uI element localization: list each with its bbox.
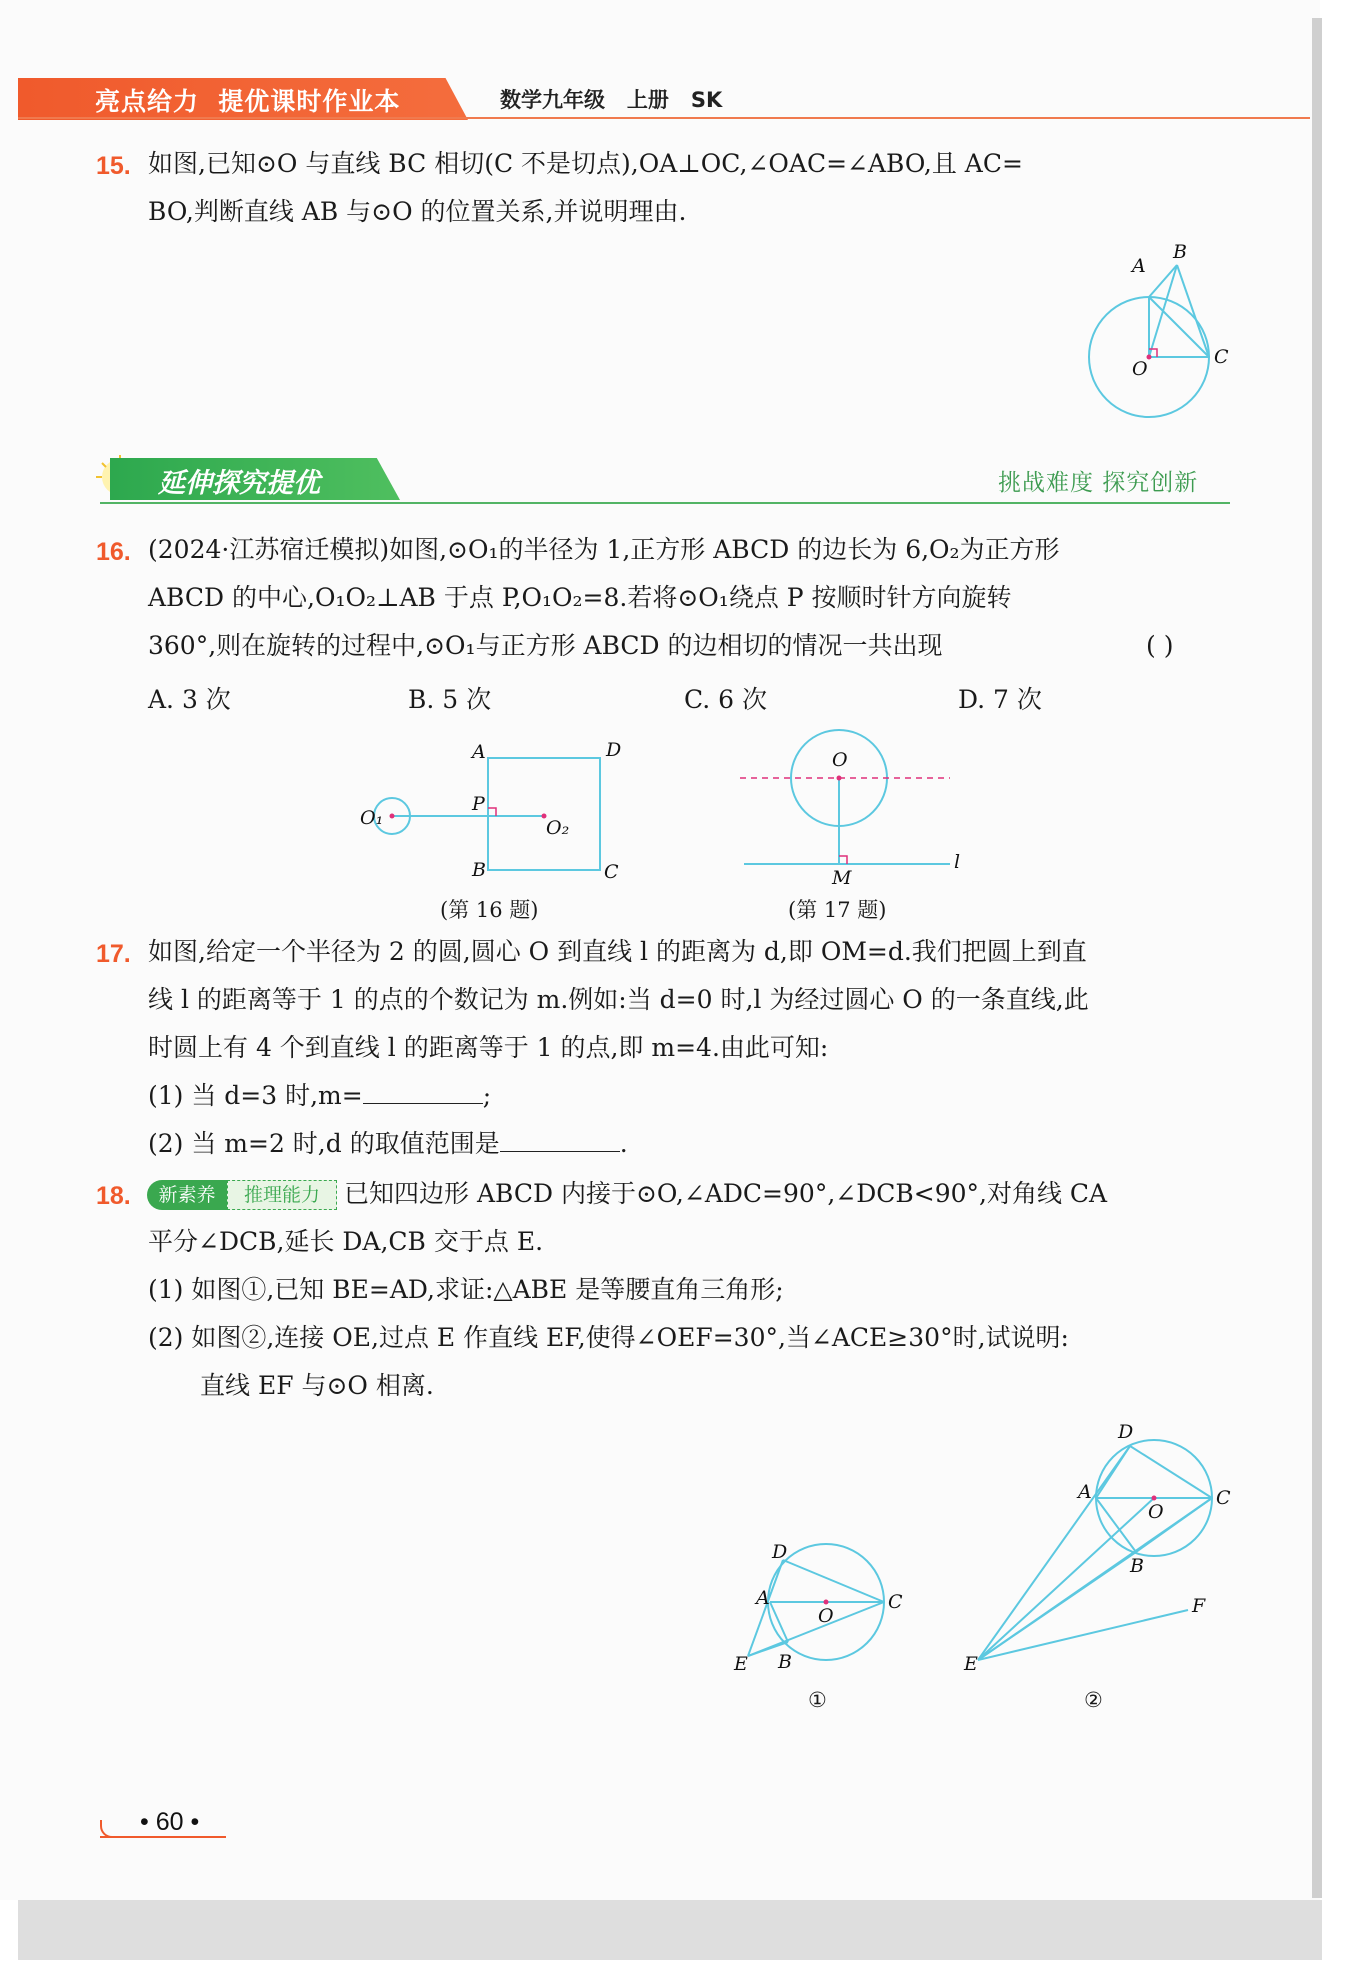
question-16-answer-paren: ( ) [1146,631,1174,660]
q15-label-a: A [1132,255,1146,277]
question-18-line-2: 平分∠DCB,延长 DA,CB 交于点 E. [148,1227,544,1256]
question-18-figure-1 [720,1540,920,1680]
q17-sub1-answer-blank[interactable] [363,1081,483,1104]
q17-sub2-answer-blank[interactable] [500,1129,620,1152]
q15-label-b: B [1173,241,1187,263]
q16-label-d: D [606,739,622,761]
q16-option-a: A. 3 次 [148,685,231,714]
section-rule [100,502,1230,504]
q16-label-p: P [472,793,485,815]
q16-label-c: C [604,861,619,883]
section-subtitle: 挑战难度 探究创新 [998,470,1199,496]
fig2-label-e: E [964,1653,978,1675]
q16-label-b: B [472,859,486,881]
fig2-label-f: F [1192,1595,1206,1617]
fig2-label-b: B [1130,1555,1144,1577]
question-17-line-1: 如图,给定一个半径为 2 的圆,圆心 O 到直线 l 的距离为 d,即 OM=d.我们把圆上到直 [148,937,1087,966]
q16-label-o1: O₁ [360,807,384,829]
question-16-line-1: (2024·江苏宿迁模拟)如图,⊙O₁的半径为 1,正方形 ABCD 的边长为 6,O₂为正方形 [148,535,1060,564]
q15-label-o: O [1132,358,1148,380]
question-18-figure-2 [960,1420,1230,1680]
fig1-caption: ① [808,1688,827,1712]
q16-label-o2: O₂ [546,817,570,839]
question-18-sub-2-line-1: (2) 如图②,连接 OE,过点 E 作直线 EF,使得∠OEF=30°,当∠ACE≥30°时,试说明: [148,1323,1069,1352]
fig1-label-e: E [734,1653,748,1675]
question-16-line-3: 360°,则在旋转的过程中,⊙O₁与正方形 ABCD 的边相切的情况一共出现 [148,631,943,660]
q17-sub2-prefix: (2) 当 m=2 时,d 的取值范围是 [148,1129,500,1158]
question-15-number: 15. [96,152,131,180]
fig2-label-o: O [1148,1501,1164,1523]
question-18-line-1: 已知四边形 ABCD 内接于⊙O,∠ADC=90°,∠DCB<90°,对角线 CA [344,1179,1108,1208]
fig1-label-c: C [888,1591,903,1613]
question-16-number: 16. [96,538,131,566]
q16-caption: (第 16 题) [440,898,539,922]
q17-sub2-suffix: . [619,1129,628,1158]
tag-new-literacy: 新素养 [147,1180,227,1210]
question-17-sub-1 [148,1072,491,1120]
q17-label-l: l [954,851,961,873]
fig1-label-a: A [756,1587,770,1609]
fig2-label-a: A [1078,1481,1092,1503]
q17-caption: (第 17 题) [788,898,887,922]
q17-label-o: O [832,749,848,771]
page-number-rule [100,1836,226,1838]
question-16-line-2: ABCD 的中心,O₁O₂⊥AB 于点 P,O₁O₂=8.若将⊙O₁绕点 P 按顺时针方向旋转 [148,583,1012,612]
q16-label-a: A [472,741,486,763]
question-17-number: 17. [96,940,131,968]
page-edge-shadow [1312,18,1322,1898]
tag-reasoning-ability: 推理能力 [227,1180,337,1210]
fig1-label-d: D [772,1541,788,1563]
header-rule [18,117,1310,119]
fig1-label-b: B [778,1651,792,1673]
q16-option-c: C. 6 次 [684,685,767,714]
q17-sub1-suffix: ; [482,1081,492,1110]
q15-label-c: C [1214,346,1229,368]
question-17-figure [740,726,980,889]
question-17-sub-2 [148,1120,628,1168]
q17-sub1-prefix: (1) 当 d=3 时,m= [148,1081,363,1110]
question-17-line-3: 时圆上有 4 个到直线 l 的距离等于 1 的点,即 m=4.由此可知: [148,1033,829,1062]
question-15-line-1: 如图,已知⊙O 与直线 BC 相切(C 不是切点),OA⊥OC,∠OAC=∠ABO,且 AC= [148,149,1023,178]
page-number: • 60 • [140,1808,200,1836]
question-18-sub-2-line-2: 直线 EF 与⊙O 相离. [200,1371,434,1400]
question-18-sub-1: (1) 如图①,已知 BE=AD,求证:△ABE 是等腰直角三角形; [148,1275,784,1304]
fig1-label-o: O [818,1605,834,1627]
page-bottom-shadow [18,1900,1322,1960]
fig2-label-c: C [1216,1487,1231,1509]
q17-label-m: M [832,867,852,889]
question-15-figure [1080,240,1240,430]
fig2-caption: ② [1084,1688,1103,1712]
series-title: 亮点给力 提优课时作业本 [95,87,401,116]
section-title: 延伸探究提优 [158,468,320,499]
question-15-line-2: BO,判断直线 AB 与⊙O 的位置关系,并说明理由. [148,197,687,226]
q16-option-b: B. 5 次 [408,685,492,714]
q16-option-d: D. 7 次 [958,685,1042,714]
question-18-number: 18. [96,1182,131,1210]
question-16-figure [360,740,640,890]
question-17-line-2: 线 l 的距离等于 1 的点的个数记为 m.例如:当 d=0 时,l 为经过圆心 O 的一条直线,此 [148,985,1089,1014]
fig2-label-d: D [1118,1421,1134,1443]
book-info: 数学九年级 上册 SK [500,88,723,112]
